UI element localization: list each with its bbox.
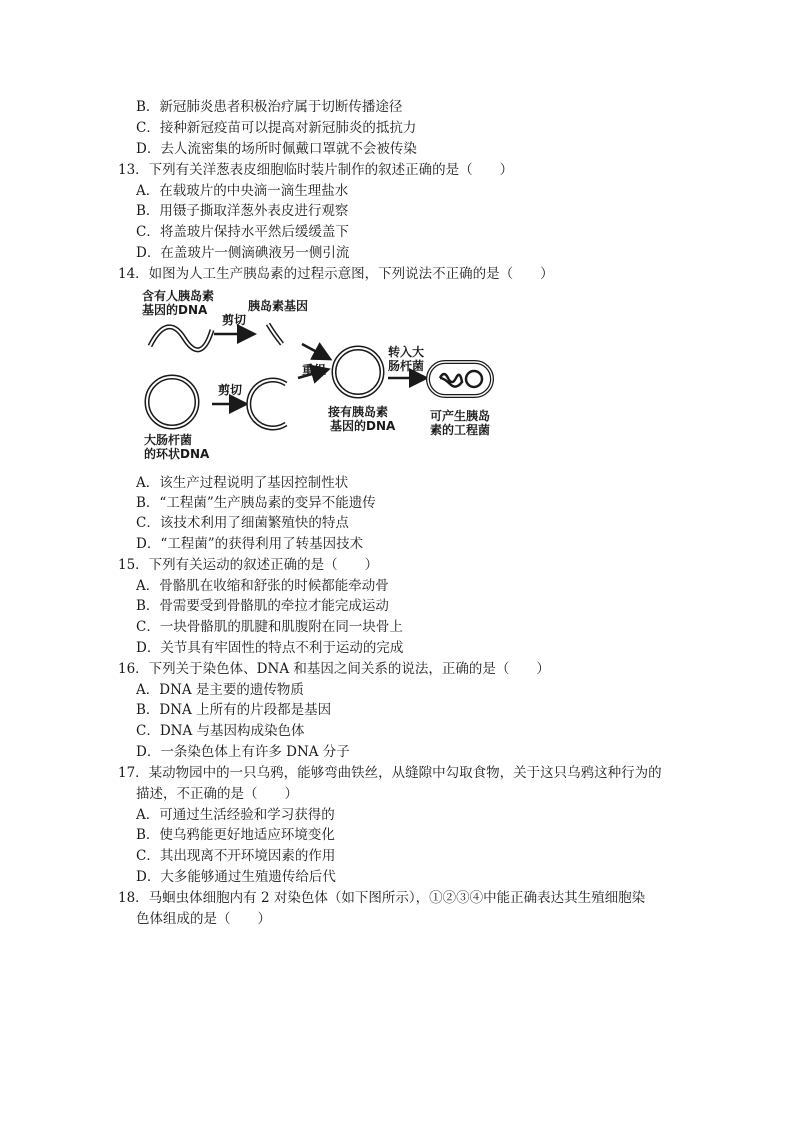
q18-stem-line2: 色体组成的是（ ）: [136, 911, 271, 927]
gene-to-recombine-arrow: [302, 344, 328, 358]
q14-stem: 14．如图为人工生产胰岛素的过程示意图，下列说法不正确的是（ ）: [118, 266, 554, 282]
q12-option-c: C．接种新冠疫苗可以提高对新冠肺炎的抵抗力: [136, 120, 417, 136]
q18-stem-line1: 18．马蛔虫体细胞内有 2 对染色体（如下图所示），①②③④中能正确表达其生殖细胞染: [118, 890, 646, 906]
q14-option-c: C．该技术利用了细菌繁殖快的特点: [136, 515, 349, 531]
q12-option-d: D．去人流密集的场所时佩戴口罩就不会被传染: [136, 141, 417, 157]
q12-option-b: B．新冠肺炎患者积极治疗属于切断传播途径: [136, 99, 403, 115]
q17-option-a: A．可通过生活经验和学习获得的: [136, 807, 335, 823]
q17-option-d: D．大多能够通过生殖遗传给后代: [136, 869, 336, 885]
recombine-label: 重组: [302, 363, 327, 377]
q17-stem-line2: 描述，不正确的是（ ）: [136, 786, 298, 802]
opened-plasmid-inner: [249, 380, 286, 428]
engineered-label-line1: 可产生胰岛: [430, 409, 491, 423]
q16-option-a: A．DNA 是主要的遗传物质: [136, 682, 304, 698]
recombinant-label-line1: 接有胰岛素: [328, 405, 389, 419]
transfer-label-line2: 肠杆菌: [388, 359, 425, 373]
q16-option-c: C．DNA 与基因构成染色体: [136, 723, 305, 739]
q15-option-c: C．一块骨骼肌的肌腱和肌腹附在同一块骨上: [136, 619, 403, 635]
q14-option-a: A．该生产过程说明了基因控制性状: [136, 475, 349, 491]
plasmid-label-line1: 大肠杆菌: [144, 433, 193, 447]
cut-label-1: 剪切: [222, 313, 247, 327]
q13-stem: 13．下列有关洋葱表皮细胞临时装片制作的叙述正确的是（ ）: [118, 162, 514, 178]
bacterial-plasmid-inner: [147, 377, 197, 427]
insulin-gene-fragment-inner: [268, 324, 282, 344]
q14-option-b: B．“工程菌”生产胰岛素的变异不能遗传: [136, 495, 376, 511]
q13-option-a: A．在载玻片的中央滴一滴生理盐水: [136, 183, 349, 199]
bacterium-chromosome: [440, 374, 462, 387]
q17-stem-line1: 17．某动物园中的一只乌鸦，能够弯曲铁丝，从缝隙中勾取食物，关于这只乌鸦这种行为的: [118, 765, 662, 781]
insulin-gene-label: 胰岛素基因: [248, 299, 309, 313]
human-dna-strand: [150, 327, 212, 350]
q13-option-c: C．将盖玻片保持水平然后缓缓盖下: [136, 224, 349, 240]
q15-option-d: D．关节具有牢固性的特点不利于运动的完成: [136, 640, 404, 656]
q16-stem: 16．下列关于染色体、DNA 和基因之间关系的说法，正确的是（ ）: [118, 661, 550, 677]
q14-option-d: D．“工程菌”的获得利用了转基因技术: [136, 536, 364, 552]
q17-option-b: B．使乌鸦能更好地适应环境变化: [136, 827, 335, 843]
q16-option-d: D．一条染色体上有许多 DNA 分子: [136, 744, 350, 760]
recombinant-dna-inner: [334, 348, 382, 396]
plasmid-label-line2: 的环状DNA: [144, 447, 210, 461]
q13-option-d: D．在盖玻片一侧滴碘液另一侧引流: [136, 245, 350, 261]
engineered-label-line2: 素的工程菌: [430, 423, 491, 437]
q15-stem: 15．下列有关运动的叙述正确的是（ ）: [118, 557, 379, 573]
transfer-label-line1: 转入大: [388, 345, 425, 359]
bacterium-plasmid: [466, 371, 482, 387]
q13-option-b: B．用镊子撕取洋葱外表皮进行观察: [136, 203, 349, 219]
dna-label-line2: 基因的DNA: [142, 303, 208, 317]
dna-label-line1: 含有人胰岛素: [142, 289, 215, 303]
cut-label-2: 剪切: [218, 383, 243, 397]
q16-option-b: B．DNA 上所有的片段都是基因: [136, 702, 332, 718]
recombinant-label-line2: 基因的DNA: [330, 419, 396, 433]
insulin-production-diagram: [140, 286, 500, 462]
q15-option-b: B．骨需要受到骨骼肌的牵拉才能完成运动: [136, 598, 389, 614]
q17-option-c: C．其出现离不开环境因素的作用: [136, 848, 336, 864]
q15-option-a: A．骨骼肌在收缩和舒张的时候都能牵动骨: [136, 578, 389, 594]
